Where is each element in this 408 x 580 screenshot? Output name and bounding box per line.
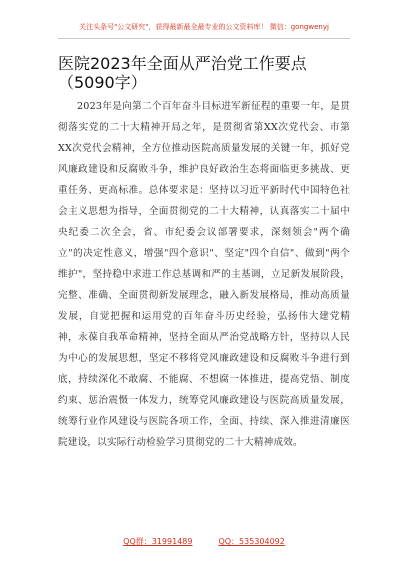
footer-contacts	[0, 536, 408, 547]
footer-qq-group[interactable]: QQ群：31991489	[123, 537, 193, 546]
document-title: 医院2023年全面从严治党工作要点（5090字）	[58, 54, 307, 92]
header-divider	[58, 38, 350, 39]
header-banner: 关注头条号"公文研究"，获得最新最全最专业的公文资料库！ 微信：gongwenyj	[79, 23, 329, 31]
document-body-paragraph: 2023年是向第二个百年奋斗目标进军新征程的重要一年，是贯彻落实党的二十大精神开局之年，是贯彻省第XX次党代会、市第XX次党代会精神，全方位推动医院高质量发展的关键一年，抓好党风廉政建设和反腐败斗争，维护良好政治生态将面临更多挑战、更重任务、更高标准。总体要求是：坚持以习近平新时代中国特色社会主义思想为指导，全面贯彻党的二十大精神，认真落实二十届中央纪委二次全会，省、市纪委会议部署要求，深刻领会"两个确立"的决定性意义，增强"四个意识"、坚定"四个自信"、做到"两个维护"，坚持稳中求进工作总基调和严的主基调，立足新发展阶段，完整、准确、全面贯彻新发展理念，融入新发展格局，推动高质量发展，自觉把握和运用党的百年奋斗历史经验，弘扬伟大建党精神，永葆自我革命精神，坚持全面从严治党战略方针，坚持以人民为中心的发展思想，坚定不移将党风廉政建设和反腐败斗争进行到底，持续深化不敢腐、不能腐、不想腐一体推进，提高党悟、制度约束、惩治震慑一体发力，统筹党风廉政建设与医院高质量发展，统筹行业作风建设与医院各项工作，全面、持续、深入推进清廉医院建设，以实际行动检验学习贯彻党的二十大精神成效。	[58, 101, 350, 448]
footer-qq-contact[interactable]: QQ：535304092	[218, 537, 285, 546]
